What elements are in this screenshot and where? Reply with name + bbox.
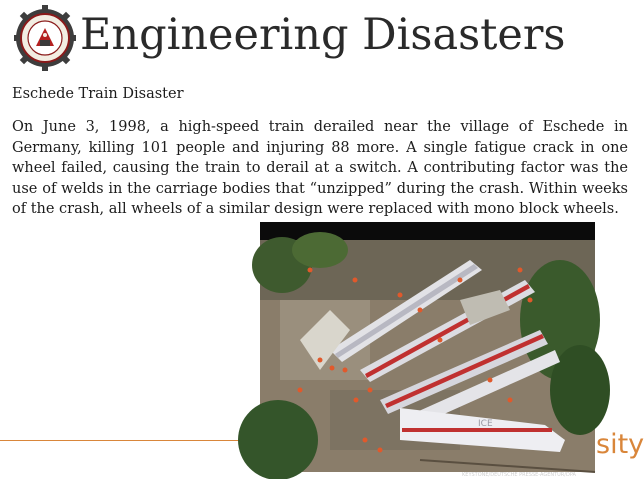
- slide-subtitle: Eschede Train Disaster: [12, 86, 184, 102]
- photo-frame: [260, 222, 595, 471]
- slide-title: Engineering Disasters: [80, 10, 566, 60]
- derailment-photo: [260, 240, 595, 472]
- brand-wordmark-fragment: sity: [596, 429, 644, 460]
- train-marking: ICE: [478, 419, 493, 429]
- photo-credit: KEYSTONE/DEUTSCHE PRESSE-AGENTUR/DPA: [462, 472, 576, 478]
- footer-divider: [0, 440, 280, 441]
- body-paragraph: On June 3, 1998, a high-speed train derailed near the village of Eschede in Germany, killing 101 people and injuring 88 more. A single fatigue crack in one wheel failed, causing the train to derail at a switch. A contributing factor was the use of welds in the carriage bodies that “unzipped” during the crash. Within weeks of the crash, all wheels of a similar design were replaced with mono block wheels.: [12, 119, 628, 217]
- university-crest-icon: [14, 2, 76, 76]
- slide-body: [12, 117, 628, 220]
